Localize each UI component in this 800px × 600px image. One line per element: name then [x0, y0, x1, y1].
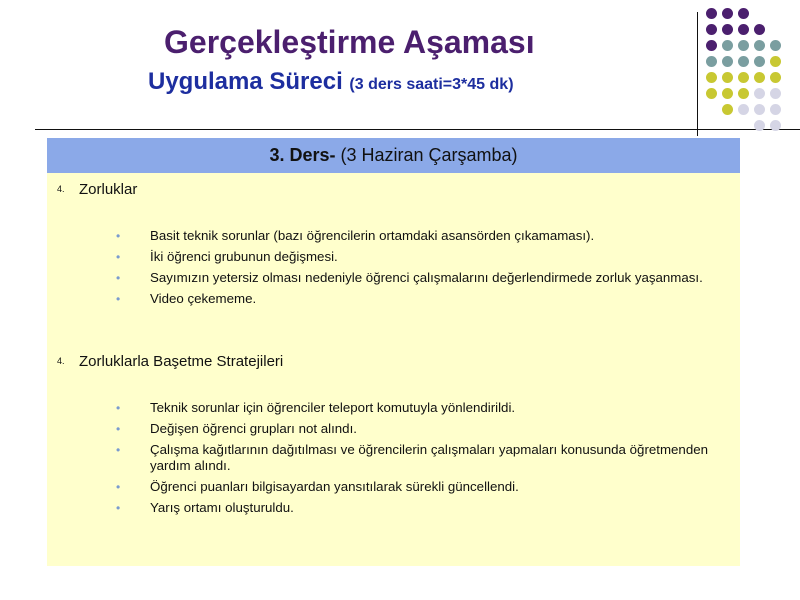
bullet-icon: • [116, 271, 121, 285]
list-item: • Sayımızın yetersiz olması nedeniyle öğrenci çalışmalarını değerlendirmede zorluk yaşanması. [116, 270, 703, 285]
subtitle-main: Uygulama Süreci [148, 68, 343, 95]
list-item: • Değişen öğrenci grupları not alındı. [116, 421, 357, 436]
grid-dot [754, 40, 765, 51]
difficulties-list [111, 228, 721, 312]
grid-dot [738, 56, 749, 67]
table-header-lesson: 3. Ders- [269, 145, 336, 165]
list-item: • Yarış ortamı oluşturuldu. [116, 500, 294, 515]
list-item: • Öğrenci puanları bilgisayardan yansıtılarak sürekli güncellendi. [116, 479, 519, 494]
grid-dot [770, 56, 781, 67]
bullet-icon: • [116, 250, 121, 264]
bullet-icon: • [116, 229, 121, 243]
grid-dot [738, 8, 749, 19]
grid-dot [770, 72, 781, 83]
grid-dot [754, 120, 765, 131]
subtitle-duration: (3 ders saati=3*45 dk) [349, 76, 514, 93]
grid-dot [738, 88, 749, 99]
grid-dot [706, 8, 717, 19]
grid-dot [754, 104, 765, 115]
bullet-icon: • [116, 422, 121, 436]
grid-dot [706, 88, 717, 99]
grid-dot [722, 56, 733, 67]
vertical-divider [697, 12, 698, 136]
grid-dot [770, 88, 781, 99]
grid-dot [754, 72, 765, 83]
bullet-icon: • [116, 401, 121, 415]
grid-dot [738, 24, 749, 35]
grid-dot [706, 40, 717, 51]
grid-dot [754, 24, 765, 35]
grid-dot [722, 72, 733, 83]
grid-dot [738, 72, 749, 83]
slide-title: Gerçekleştirme Aşaması [164, 24, 535, 60]
grid-dot [754, 56, 765, 67]
grid-dot [722, 88, 733, 99]
grid-dot [754, 88, 765, 99]
grid-dot [722, 40, 733, 51]
bullet-icon: • [116, 292, 121, 306]
table-header-date: (3 Haziran Çarşamba) [335, 145, 518, 165]
grid-dot [706, 56, 717, 67]
slide-subtitle [148, 68, 514, 96]
horizontal-divider [35, 129, 800, 130]
grid-dot [738, 104, 749, 115]
grid-dot [770, 120, 781, 131]
grid-dot [706, 72, 717, 83]
grid-dot [770, 40, 781, 51]
grid-dot [770, 104, 781, 115]
bullet-icon: • [116, 443, 121, 457]
grid-dot [706, 24, 717, 35]
list-item: • Teknik sorunlar için öğrenciler teleport komutuyla yönlendirildi. [116, 400, 516, 415]
decorative-dot-grid [706, 8, 786, 132]
list-item: • İki öğrenci grubunun değişmesi. [116, 249, 338, 264]
strategies-list [111, 400, 721, 521]
grid-dot [738, 40, 749, 51]
section-number: 4. [57, 184, 65, 194]
section-label: Zorluklar [79, 181, 138, 198]
grid-dot [722, 104, 733, 115]
list-item: • Basit teknik sorunlar (bazı öğrencilerin ortamdaki asansörden çıkamaması). [116, 228, 595, 243]
section-label: Zorluklarla Başetme Stratejileri [79, 353, 284, 370]
grid-dot [722, 24, 733, 35]
grid-dot [722, 8, 733, 19]
table-header [47, 138, 740, 173]
content-table [47, 138, 740, 566]
bullet-icon: • [116, 501, 121, 515]
bullet-icon: • [116, 480, 121, 494]
list-item: • Video çekememe. [116, 291, 257, 306]
list-item: • Çalışma kağıtlarının dağıtılması ve öğrencilerin çalışmaları yapmaları konusunda öğretmenden yardım alındı. [116, 442, 709, 473]
section-number: 4. [57, 356, 65, 366]
